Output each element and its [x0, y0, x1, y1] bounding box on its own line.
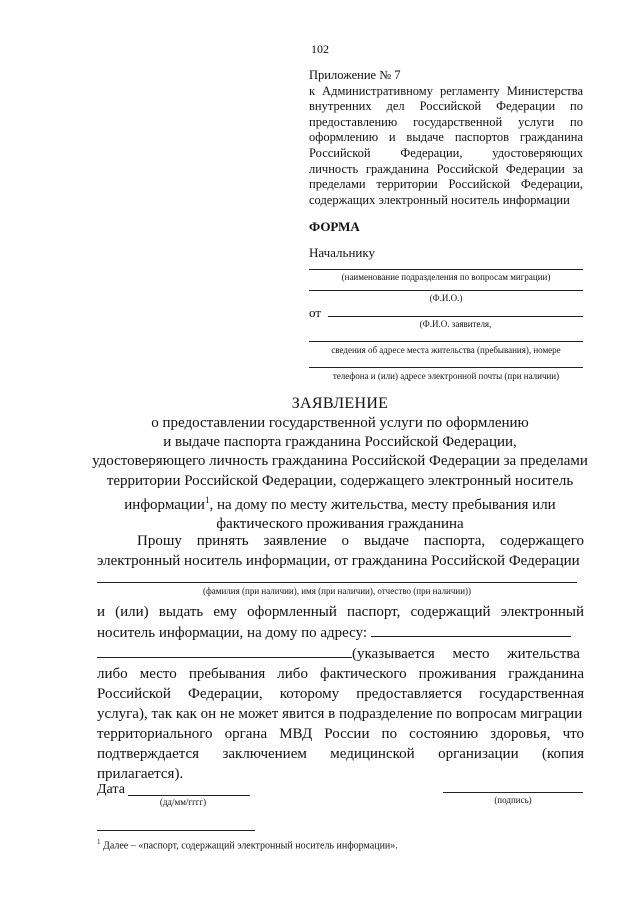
body-line: территориального органа МВД России по состоянию здоровья, что — [97, 726, 584, 742]
applicant-name-line — [97, 582, 577, 583]
fio-caption: (Ф.И.О.) — [429, 293, 463, 303]
body-text: (указывается место жительства — [352, 646, 580, 662]
signature-line — [443, 792, 583, 793]
statement-subtitle — [90, 414, 590, 534]
subtitle-line: о предоставлении государственной услуги по оформлению — [151, 415, 529, 431]
department-caption: (наименование подразделения по вопросам миграции) — [341, 272, 551, 282]
statement-title: ЗАЯВЛЕНИЕ — [291, 395, 389, 412]
appendix-line: предоставлению государственной услуги по — [309, 114, 583, 129]
appendix-line: Российской Федерации, удостоверяющих — [309, 145, 583, 160]
contacts-caption: телефона и (или) адресе электронной почты (при наличии) — [332, 371, 560, 381]
appendix-line: к Административному регламенту Министерства — [309, 83, 583, 98]
contacts-line — [309, 367, 583, 368]
applicant-caption: (Ф.И.О. заявителя, — [419, 319, 492, 329]
request-paragraph-1 — [97, 531, 584, 571]
body-line: Российской Федерации, которому предоставляется государственная — [97, 686, 584, 702]
body-line: электронный носитель информации, от гражданина Российской Федерации — [97, 553, 580, 569]
subtitle-text: , на дому по месту жительства, месту пребывания или — [209, 496, 556, 513]
from-label: от — [309, 305, 322, 320]
date-caption: (дд/мм/гггг) — [159, 797, 207, 807]
page-number: 102 — [311, 42, 329, 56]
body-line — [97, 622, 584, 643]
footnote-text: Далее – «паспорт, содержащий электронный носитель информации». — [100, 840, 398, 852]
subtitle-line — [90, 491, 590, 515]
addressee-label: Начальнику — [309, 245, 376, 260]
department-line — [309, 269, 583, 270]
subtitle-line: и выдаче паспорта гражданина Российской Федерации, — [163, 434, 517, 451]
appendix-line: пределами территории Российской Федерации, — [309, 177, 583, 192]
form-label: ФОРМА — [309, 219, 360, 234]
footnote-ref: 1 — [204, 494, 210, 505]
body-line: Прошу принять заявление о выдаче паспорта, содержащего — [137, 533, 584, 549]
appendix-line: личность гражданина Российской Федерации за — [309, 161, 583, 176]
name-caption: (фамилия (при наличии), имя (при наличии), отчество (при наличии)) — [202, 586, 472, 596]
appendix-header — [309, 68, 583, 208]
subtitle-line: фактического проживания гражданина — [216, 516, 464, 533]
body-line: либо место пребывания либо фактического проживания гражданина — [97, 666, 584, 682]
date-line — [128, 795, 250, 796]
body-line: подтверждается заключением медицинской организации (копия — [97, 746, 584, 762]
appendix-line: Приложение № 7 — [309, 68, 401, 82]
address-fill-line — [97, 643, 352, 658]
subtitle-line: территории Российской Федерации, содержащего электронный носитель — [106, 472, 574, 489]
applicant-line — [328, 316, 583, 317]
date-label: Дата — [97, 782, 125, 797]
appendix-line: внутренних дел Российской Федерации по — [309, 99, 583, 114]
body-line — [97, 643, 584, 664]
body-line: прилагается). — [97, 766, 184, 782]
subtitle-line: удостоверяющего личность гражданина Российской Федерации за пределами — [92, 453, 588, 470]
footnote — [97, 838, 398, 851]
footnote-separator — [97, 830, 255, 831]
address-line — [309, 341, 583, 342]
appendix-line: оформлению и выдаче паспортов гражданина — [309, 130, 583, 145]
footnote-marker: 1 — [97, 838, 101, 846]
body-text: носитель информации, на дому по адресу: — [97, 625, 368, 641]
subtitle-text: информации — [124, 496, 205, 513]
signature-caption: (подпись) — [494, 795, 532, 805]
address-fill-line — [371, 622, 571, 637]
address-caption: сведения об адресе места жительства (пребывания), номере — [331, 345, 561, 355]
appendix-line: содержащих электронный носитель информации — [309, 192, 570, 207]
body-line: услуга), так как он не может явится в подразделение по вопросам миграции — [97, 706, 583, 722]
body-line: и (или) выдать ему оформленный паспорт, содержащий электронный — [97, 604, 584, 620]
request-paragraph-2 — [97, 602, 584, 784]
fio-line — [309, 290, 583, 291]
